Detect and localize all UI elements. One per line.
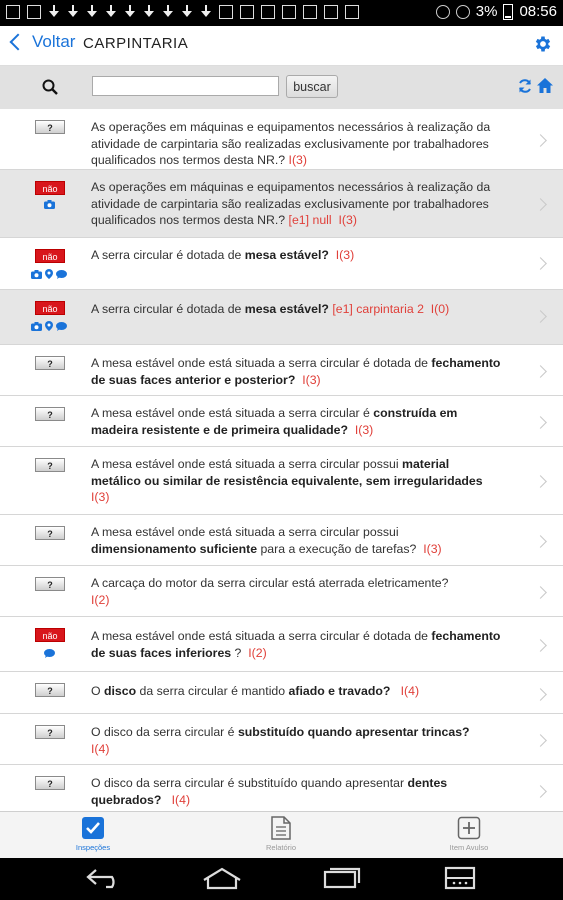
status-badge: ? <box>35 725 65 739</box>
gear-icon[interactable] <box>533 34 553 54</box>
back-nav-icon[interactable] <box>86 866 124 890</box>
bluetooth-icon <box>436 5 450 19</box>
status-badge: ? <box>35 356 65 370</box>
status-badge: ? <box>35 776 65 790</box>
item-icons <box>44 649 55 658</box>
item-text: O disco da serra circular é substituído quando apresentar dentes quebrados? I(4) <box>91 776 448 807</box>
android-icon <box>324 5 338 19</box>
battery-text: 3% <box>475 3 498 20</box>
recent-apps-icon[interactable] <box>323 866 361 890</box>
list-item[interactable] <box>0 672 563 714</box>
item-icons <box>44 200 55 209</box>
item-icons <box>31 321 67 331</box>
briefcase-icon <box>240 5 254 19</box>
menu-nav-icon[interactable] <box>444 866 476 890</box>
tab-item-avulso[interactable] <box>409 816 529 852</box>
item-ref: I(3) <box>302 372 321 387</box>
item-text: As operações em máquinas e equipamentos necessários à realização da atividade de carpintaria são realizadas exclusivamente por trabalhadores qualificados nos termos desta NR.? I(3) <box>91 120 491 167</box>
checkbox-icon <box>81 816 105 840</box>
item-text: A mesa estável onde está situada a serra circular é dotada de fechamento de suas faces anterior e posterior? I(3) <box>91 356 501 387</box>
list-item[interactable] <box>0 238 563 290</box>
comment-icon <box>56 270 67 279</box>
tab-inspecoes[interactable] <box>33 816 153 852</box>
status-badge: ? <box>35 526 65 540</box>
clock: 08:56 <box>519 3 557 20</box>
chevron-right-icon <box>534 535 547 548</box>
item-text: A mesa estável onde está situada a serra circular é construída em madeira resistente e de primeira qualidade? I(3) <box>91 406 458 437</box>
download-icon <box>67 5 79 21</box>
tab-label: Item Avulso <box>449 843 489 852</box>
item-text: A serra circular é dotada de mesa estável? I(3) <box>91 248 355 262</box>
item-ref: I(2) <box>91 592 110 607</box>
chevron-right-icon <box>534 639 547 652</box>
item-text: A carcaça do motor da serra circular está aterrada eletricamente? I(2) <box>91 576 449 607</box>
file-icon <box>27 5 41 19</box>
item-text: O disco da serra circular é substituído quando apresentar trincas? I(4) <box>91 725 470 756</box>
status-badge: ? <box>35 120 65 134</box>
item-ref: I(0) <box>430 302 450 316</box>
item-ref: I(3) <box>423 541 442 556</box>
list-item[interactable] <box>0 396 563 447</box>
battery-icon <box>503 4 513 20</box>
list-item[interactable] <box>0 290 563 345</box>
camera-icon <box>44 200 55 209</box>
location-pin-icon <box>45 321 53 331</box>
search-input[interactable] <box>92 76 279 96</box>
item-ref: I(3) <box>335 248 355 262</box>
list-item[interactable] <box>0 566 563 617</box>
download-icon <box>86 5 98 21</box>
item-ref: I(3) <box>354 422 374 437</box>
navigation-bar <box>0 26 563 66</box>
camera-icon <box>31 322 42 331</box>
back-button[interactable] <box>6 32 75 52</box>
chevron-right-icon <box>534 416 547 429</box>
download-icon <box>124 5 136 21</box>
status-badge: não <box>35 301 65 315</box>
inspection-list <box>0 109 563 811</box>
item-ref: I(4) <box>400 684 420 698</box>
download-icon <box>200 5 212 21</box>
home-icon[interactable] <box>536 77 554 94</box>
list-item[interactable] <box>0 515 563 566</box>
search-icon <box>42 79 58 95</box>
download-icon <box>181 5 193 21</box>
download-icon <box>143 5 155 21</box>
back-label: Voltar <box>32 32 76 51</box>
refresh-icon[interactable] <box>517 78 533 94</box>
store-icon <box>303 5 317 19</box>
item-ref: I(3) <box>338 213 357 227</box>
chevron-right-icon <box>534 365 547 378</box>
item-text: A mesa estável onde está situada a serra circular possui material metálico ou similar de resistência equivalente, sem irregularidades I(3) <box>91 457 483 504</box>
chevron-right-icon <box>534 734 547 747</box>
item-ref: I(4) <box>91 741 110 756</box>
status-badge: ? <box>35 458 65 472</box>
chevron-left-icon <box>10 34 27 51</box>
item-text: A mesa estável onde está situada a serra circular possui dimensionamento suficiente para a execução de tarefas? I(3) <box>91 525 442 556</box>
home-nav-icon[interactable] <box>202 866 242 890</box>
plus-box-icon <box>457 816 481 840</box>
item-note: [e1] null <box>288 213 332 227</box>
item-note: [e1] carpintaria 2 <box>332 302 424 316</box>
wifi-icon <box>456 5 470 19</box>
item-ref: I(4) <box>171 792 191 807</box>
list-item[interactable] <box>0 447 563 515</box>
check-icon <box>282 5 296 19</box>
comment-icon <box>56 322 67 331</box>
status-badge: não <box>35 181 65 195</box>
chevron-right-icon <box>534 198 547 211</box>
chevron-right-icon <box>534 257 547 270</box>
item-text: A mesa estável onde está situada a serra circular é dotada de fechamento de suas faces inferiores ? I(2) <box>91 629 501 660</box>
usb-icon <box>345 5 359 19</box>
list-item[interactable] <box>0 765 563 811</box>
tab-label: Inspeções <box>75 843 111 852</box>
status-badge: ? <box>35 683 65 697</box>
item-text: As operações em máquinas e equipamentos necessários à realização da atividade de carpintaria são realizadas exclusivamente por trabalhadores qualificados nos termos desta NR.? [e1] null I(3) <box>91 180 491 227</box>
tab-label: Relatório <box>265 843 296 852</box>
notification-icons <box>6 5 359 21</box>
download-icon <box>105 5 117 21</box>
status-badge: não <box>35 249 65 263</box>
camera-icon <box>31 270 42 279</box>
list-item[interactable] <box>0 170 563 238</box>
chevron-right-icon <box>534 688 547 701</box>
status-badge: ? <box>35 577 65 591</box>
page-title: CARPINTARIA <box>83 35 189 52</box>
tab-bar <box>0 811 563 858</box>
image-icon <box>219 5 233 19</box>
list-item[interactable] <box>0 109 563 170</box>
chevron-right-icon <box>534 475 547 488</box>
item-text: A serra circular é dotada de mesa estável? [e1] carpintaria 2 I(0) <box>91 302 450 316</box>
item-text: O disco da serra circular é mantido afiado e travado? I(4) <box>91 684 420 698</box>
status-bar <box>0 0 563 26</box>
item-ref: I(3) <box>288 153 307 167</box>
document-icon <box>270 816 292 840</box>
mail-icon <box>6 5 20 19</box>
chevron-right-icon <box>534 310 547 323</box>
status-badge: não <box>35 628 65 642</box>
comment-icon <box>44 649 55 658</box>
search-button[interactable]: buscar <box>286 75 338 98</box>
location-pin-icon <box>45 269 53 279</box>
chevron-right-icon <box>534 586 547 599</box>
download-icon <box>48 5 60 21</box>
list-item[interactable] <box>0 617 563 672</box>
item-ref: I(3) <box>91 490 110 504</box>
item-icons <box>31 269 67 279</box>
tab-relatorio[interactable] <box>221 816 341 852</box>
list-item[interactable] <box>0 345 563 396</box>
system-navigation-bar <box>0 858 563 900</box>
chevron-right-icon <box>534 785 547 798</box>
item-ref: I(2) <box>248 645 267 660</box>
list-item[interactable] <box>0 714 563 765</box>
edit-icon <box>261 5 275 19</box>
search-bar <box>0 66 563 109</box>
status-badge: ? <box>35 407 65 421</box>
download-icon <box>162 5 174 21</box>
chevron-right-icon <box>534 134 547 147</box>
